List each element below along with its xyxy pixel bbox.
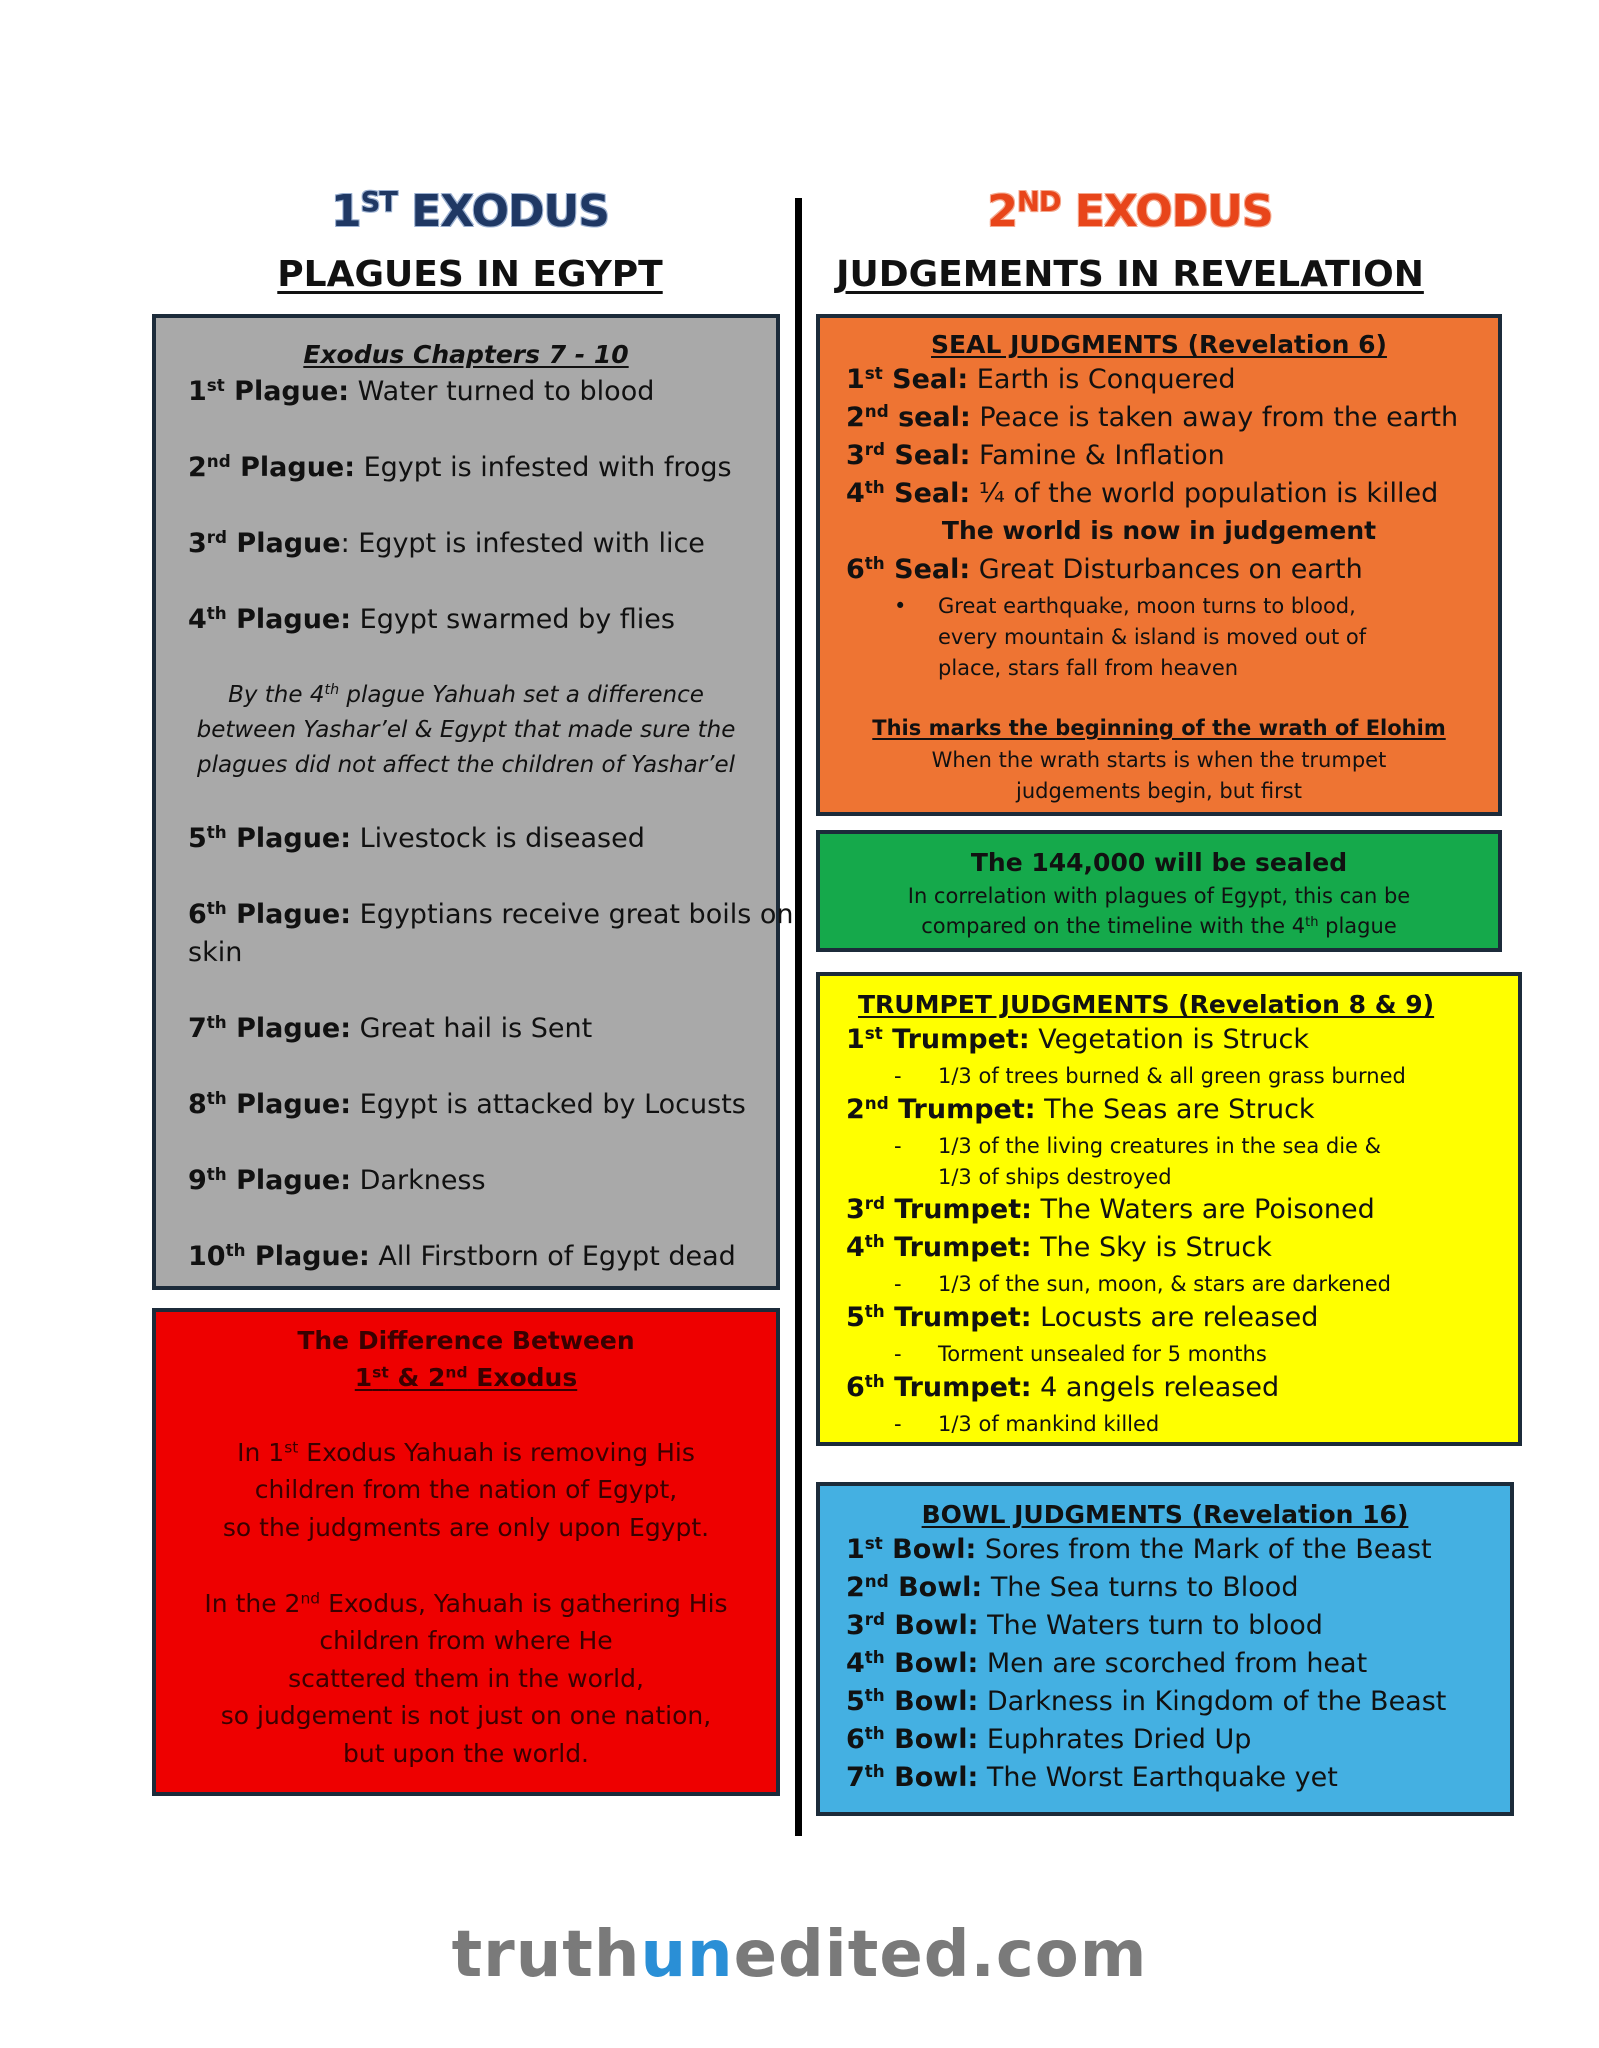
plague-item: 8th Plague: Egypt is attacked by Locusts: [188, 1087, 746, 1120]
trumpet-sub-item: - Torment unsealed for 5 months: [938, 1342, 1267, 1366]
plague-item: 4th Plague: Egypt swarmed by flies: [188, 602, 675, 635]
wrath-text-line: When the wrath starts is when the trumpet: [931, 748, 1387, 772]
trumpet-item: 6th Trumpet: 4 angels released: [846, 1370, 1280, 1403]
difference-panel: [152, 1308, 780, 1796]
plague-item: 1st Plague: Water turned to blood: [188, 374, 655, 407]
plague-item: 3rd Plague: Egypt is infested with lice: [188, 526, 705, 559]
judgements-subtitle: JUDGEMENTS IN REVELATION: [836, 254, 1424, 295]
site-logo: truthunedited.com: [451, 1918, 1148, 1992]
trumpet-item: 3rd Trumpet: The Waters are Poisoned: [846, 1192, 1375, 1225]
bowl-item: 5th Bowl: Darkness in Kingdom of the Beast: [846, 1684, 1447, 1717]
seal-item: 4th Seal: ¼ of the world population is killed: [846, 476, 1439, 509]
sealed-text-line: compared on the timeline with the 4th plague: [921, 914, 1397, 938]
sealed-144000-panel: [816, 830, 1502, 952]
seal-judgments-panel: [816, 314, 1502, 816]
plague-item: 5th Plague: Livestock is diseased: [188, 821, 645, 854]
first-exodus-title: 1ST EXODUS: [331, 186, 609, 237]
bowl-item: 3rd Bowl: The Waters turn to blood: [846, 1608, 1323, 1641]
trumpet-item: 5th Trumpet: Locusts are released: [846, 1300, 1319, 1333]
judgement-line: The world is now in judgement: [941, 516, 1377, 545]
seal-item: 6th Seal: Great Disturbances on earth: [846, 552, 1363, 585]
trumpet-heading: TRUMPET JUDGMENTS (Revelation 8 & 9): [858, 990, 1435, 1019]
plagues-heading: Exodus Chapters 7 - 10: [303, 340, 629, 369]
plague-item-continued: skin: [188, 937, 243, 968]
seal-bullet-line: every mountain & island is moved out of: [938, 625, 1367, 649]
bowl-item: 6th Bowl: Euphrates Dried Up: [846, 1722, 1252, 1755]
trumpet-sub-item: - 1/3 of trees burned & all green grass burned: [938, 1064, 1406, 1088]
seal-item: 3rd Seal: Famine & Inflation: [846, 438, 1225, 471]
difference-text-line: children from the nation of Egypt,: [254, 1475, 678, 1504]
bowl-item: 4th Bowl: Men are scorched from heat: [846, 1646, 1368, 1679]
second-exodus-title: 2ND EXODUS: [987, 186, 1273, 237]
wrath-heading: This marks the beginning of the wrath of Elohim: [872, 716, 1446, 740]
trumpet-item: 4th Trumpet: The Sky is Struck: [846, 1230, 1272, 1263]
plague-item: 7th Plague: Great hail is Sent: [188, 1011, 593, 1044]
trumpet-sub-item: - 1/3 of the living creatures in the sea die &: [938, 1134, 1381, 1158]
difference-text-line: so the judgments are only upon Egypt.: [222, 1513, 710, 1542]
center-divider: [795, 198, 802, 1836]
plague-item: 6th Plague: Egyptians receive great boils on: [188, 897, 794, 930]
plague-item: 10th Plague: All Firstborn of Egypt dead: [188, 1239, 736, 1272]
bowl-heading: BOWL JUDGMENTS (Revelation 16): [921, 1500, 1409, 1529]
seal-item: 2nd seal: Peace is taken away from the earth: [846, 400, 1459, 433]
trumpet-item: 1st Trumpet: Vegetation is Struck: [846, 1022, 1309, 1055]
difference-text-line: scattered them in the world,: [288, 1664, 644, 1693]
sealed-text-line: In correlation with plagues of Egypt, this can be: [907, 884, 1411, 908]
plague-item: 9th Plague: Darkness: [188, 1163, 486, 1196]
trumpet-judgments-panel: [816, 972, 1522, 1446]
plague-note-line: plagues did not affect the children of Yashar’el: [196, 752, 736, 778]
trumpet-sub-item: - 1/3 of the sun, moon, & stars are darkened: [938, 1272, 1391, 1296]
seal-item: 1st Seal: Earth is Conquered: [846, 362, 1236, 395]
plague-item: 2nd Plague: Egypt is infested with frogs: [188, 450, 732, 483]
difference-text-line: In the 2nd Exodus, Yahuah is gathering His: [204, 1589, 728, 1618]
plague-note-line: By the 4th plague Yahuah set a difference: [228, 682, 704, 708]
difference-text-line: children from where He: [319, 1626, 613, 1655]
difference-heading-2: 1st & 2nd Exodus: [354, 1363, 578, 1392]
difference-heading: The Difference Between: [297, 1326, 635, 1355]
trumpet-sub-item: - 1/3 of mankind killed: [938, 1412, 1159, 1436]
bowl-item: 2nd Bowl: The Sea turns to Blood: [846, 1570, 1299, 1603]
plague-note-line: between Yashar’el & Egypt that made sure the: [196, 717, 736, 743]
seal-bullet-line: place, stars fall from heaven: [938, 656, 1239, 680]
plagues-panel: [152, 314, 794, 1290]
seal-bullet-line: • Great earthquake, moon turns to blood,: [938, 594, 1356, 618]
difference-text-line: In 1st Exodus Yahuah is removing His: [237, 1438, 695, 1467]
sealed-heading: The 144,000 will be sealed: [970, 848, 1348, 877]
plagues-subtitle: PLAGUES IN EGYPT: [277, 254, 663, 295]
difference-text-line: so judgement is not just on one nation,: [220, 1701, 712, 1730]
difference-text-line: but upon the world.: [342, 1739, 590, 1768]
bowl-item: 1st Bowl: Sores from the Mark of the Beast: [846, 1532, 1432, 1565]
wrath-text-line: judgements begin, but first: [1016, 779, 1302, 803]
seal-heading: SEAL JUDGMENTS (Revelation 6): [931, 330, 1387, 359]
trumpet-item: 2nd Trumpet: The Seas are Struck: [846, 1092, 1315, 1125]
trumpet-sub-item: 1/3 of ships destroyed: [938, 1165, 1172, 1189]
bowl-judgments-panel: [816, 1482, 1514, 1816]
bowl-item: 7th Bowl: The Worst Earthquake yet: [846, 1760, 1338, 1793]
